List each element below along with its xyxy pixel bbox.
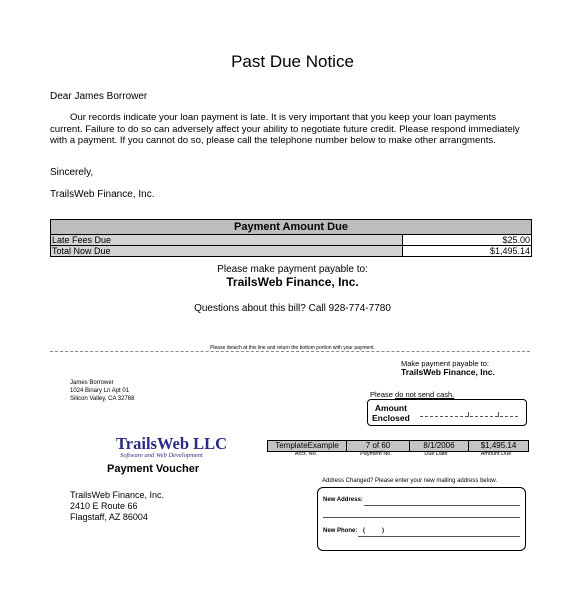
closing: Sincerely, (50, 167, 94, 178)
no-cash-emphasis: do not send cash. (395, 390, 455, 399)
payable-company: TrailsWeb Finance, Inc. (226, 275, 359, 289)
salutation: Dear James Borrower (50, 91, 148, 102)
new-phone-line[interactable] (358, 536, 520, 537)
payment-number-label: Payment No. (360, 451, 392, 457)
voucher-table-labels (267, 451, 527, 457)
amount-tick (468, 412, 469, 417)
account-number-label: Acct. No. (294, 451, 318, 457)
table-row (51, 245, 531, 256)
stub-payable-prompt: Make payment payable to: (401, 359, 489, 368)
payment-amount-header: Payment Amount Due (51, 220, 531, 235)
new-address-label: New Address: (323, 497, 363, 503)
no-cash-prefix: Please (370, 390, 396, 399)
payment-amount-table (50, 219, 532, 257)
amount-entry-line[interactable] (420, 416, 518, 417)
total-due-value: $1,495.14 (403, 246, 531, 256)
company-logo: TrailsWeb LLC (116, 434, 228, 453)
detach-instruction-text: Please detach at this line and return the bottom portion with your payment. (207, 345, 378, 351)
questions-line: Questions about this bill? Call 928-774-7780 (194, 303, 391, 314)
return-address-city: Flagstaff, AZ 86004 (70, 512, 148, 522)
new-address-line-1[interactable] (364, 505, 520, 506)
return-address-street: 2410 E Route 66 (70, 501, 138, 511)
return-address-company: TrailsWeb Finance, Inc. (70, 490, 165, 500)
notice-title: Past Due Notice (231, 52, 354, 71)
amount-label-line-1: Amount (374, 403, 407, 413)
amount-due: $1,495.14 (480, 441, 517, 450)
amount-enclosed-label (372, 403, 410, 423)
borrower-city: Silicon Valley, CA 32768 (70, 396, 135, 402)
new-phone-label: New Phone: (323, 528, 358, 534)
phone-paren-close: ) (382, 528, 384, 534)
amount-due-label: Amount Due (480, 451, 512, 457)
payable-prompt: Please make payment payable to: (217, 264, 368, 275)
notice-body: Our records indicate your loan payment is late. It is very important that you keep your loan payments current. Failure to do so can adversely affect your ability to negotiate future credit. Please respond immediately with a payment. If you cannot do so, please call the telephone number below to make other arrangments. (50, 112, 520, 146)
new-address-line-2[interactable] (323, 517, 520, 518)
borrower-street: 1024 Binary Ln Apt 01 (70, 388, 130, 394)
voucher-title: Payment Voucher (107, 463, 200, 475)
signature: TrailsWeb Finance, Inc. (50, 189, 155, 200)
due-date-label: Due Date (424, 451, 448, 457)
late-fees-value: $25.00 (403, 235, 531, 245)
table-row (51, 235, 531, 245)
amount-tick (498, 412, 499, 417)
phone-paren-open: ( (363, 528, 365, 534)
detach-divider (50, 351, 530, 352)
late-fees-label: Late Fees Due (51, 235, 403, 245)
address-change-title: Address Changed? Please enter your new mailing address below. (322, 478, 498, 484)
detach-instruction (0, 345, 585, 351)
account-number: TemplateExample (268, 441, 347, 451)
borrower-name: James Borrower (70, 380, 114, 386)
amount-label-line-2: Enclosed (372, 413, 410, 423)
total-due-label: Total Now Due (51, 246, 403, 256)
due-date: 8/1/2006 (410, 441, 469, 451)
company-logo-tagline: Software and Web Development (120, 452, 203, 459)
payment-number: 7 of 60 (347, 441, 410, 451)
stub-payable-company: TrailsWeb Finance, Inc. (401, 367, 495, 377)
address-change-box[interactable] (317, 487, 526, 551)
amount-enclosed-box[interactable] (367, 399, 527, 426)
no-cash-note (370, 390, 454, 399)
